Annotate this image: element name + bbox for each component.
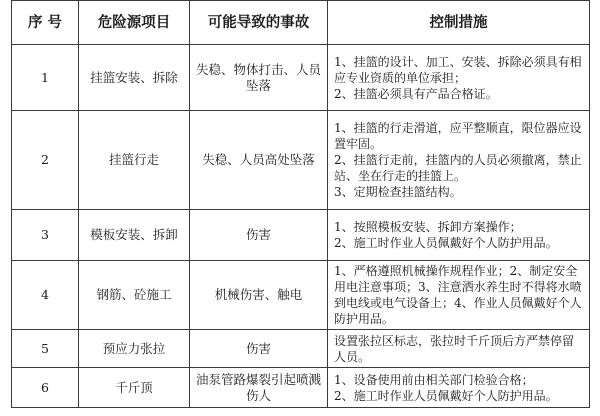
row-hazard-item: 挂篮安装、拆除	[79, 45, 190, 111]
row-accident: 伤害	[190, 330, 328, 368]
row-hazard-item: 模板安装、拆卸	[79, 210, 190, 261]
measure-line: 2、挂篮必须具有产品合格证。	[334, 86, 498, 101]
measure-line: 2、施工时作业人员佩戴好个人防护用品。	[334, 388, 558, 403]
row-measures	[328, 210, 590, 261]
measure-line: 1、严格遵照机械操作规程作业；2、制定安全用电注意事项；3、注意洒水养生时不得将水喷到电线或电气设备上；4、作业人员佩戴好个人防护用品。	[334, 264, 582, 326]
row-measures	[328, 368, 590, 408]
table-row	[12, 261, 590, 330]
row-measures	[328, 261, 590, 330]
measure-line: 2、施工时作业人员佩戴好个人防护用品。	[334, 236, 558, 250]
table-row	[12, 330, 590, 368]
measure-line: 3、定期检查挂篮结构。	[334, 185, 462, 199]
row-hazard-item: 挂篮行走	[79, 111, 190, 210]
table-row	[12, 210, 590, 261]
measure-line: 1、按照模板安装、拆卸方案操作；	[334, 220, 522, 234]
row-no: 2	[12, 111, 79, 210]
row-hazard-item: 预应力张拉	[79, 330, 190, 368]
row-no: 1	[12, 45, 79, 111]
row-no: 5	[12, 330, 79, 368]
measure-line: 1、挂篮的行走滑道，应平整顺直，限位器应设置牢固。	[334, 121, 582, 151]
row-no: 6	[12, 368, 79, 408]
header-possible-accident: 可能导致的事故	[190, 1, 328, 45]
measure-line: 2、挂篮行走前，挂篮内的人员必须撤离，禁止站、坐在行走的挂篮上。	[334, 153, 582, 183]
hazard-control-table	[11, 0, 590, 408]
row-no: 4	[12, 261, 79, 330]
row-accident: 机械伤害、触电	[190, 261, 328, 330]
row-hazard-item: 钢筋、砼施工	[79, 261, 190, 330]
row-hazard-item: 千斤顶	[79, 368, 190, 408]
row-no: 3	[12, 210, 79, 261]
table-row	[12, 45, 590, 111]
header-no: 序 号	[12, 1, 79, 45]
row-accident: 伤害	[190, 210, 328, 261]
table-row	[12, 111, 590, 210]
header-control-measures: 控制措施	[328, 1, 590, 45]
row-accident: 油泵管路爆裂引起喷溅伤人	[190, 368, 328, 408]
row-accident: 失稳、人员高处坠落	[190, 111, 328, 210]
header-hazard-item: 危险源项目	[79, 1, 190, 45]
table-header-row	[12, 1, 590, 45]
measure-line: 1、挂篮的设计、加工、安装、拆除必须具有相应专业资质的单位承担；	[334, 54, 582, 85]
row-measures	[328, 45, 590, 111]
row-measures	[328, 330, 590, 368]
row-accident: 失稳、物体打击、人员坠落	[190, 45, 328, 111]
table-row	[12, 368, 590, 408]
measure-line: 1、设备使用前由相关部门检验合格；	[334, 372, 534, 387]
measure-line: 设置张拉区标志，张拉时千斤顶后方严禁停留人员。	[334, 333, 575, 364]
row-measures	[328, 111, 590, 210]
